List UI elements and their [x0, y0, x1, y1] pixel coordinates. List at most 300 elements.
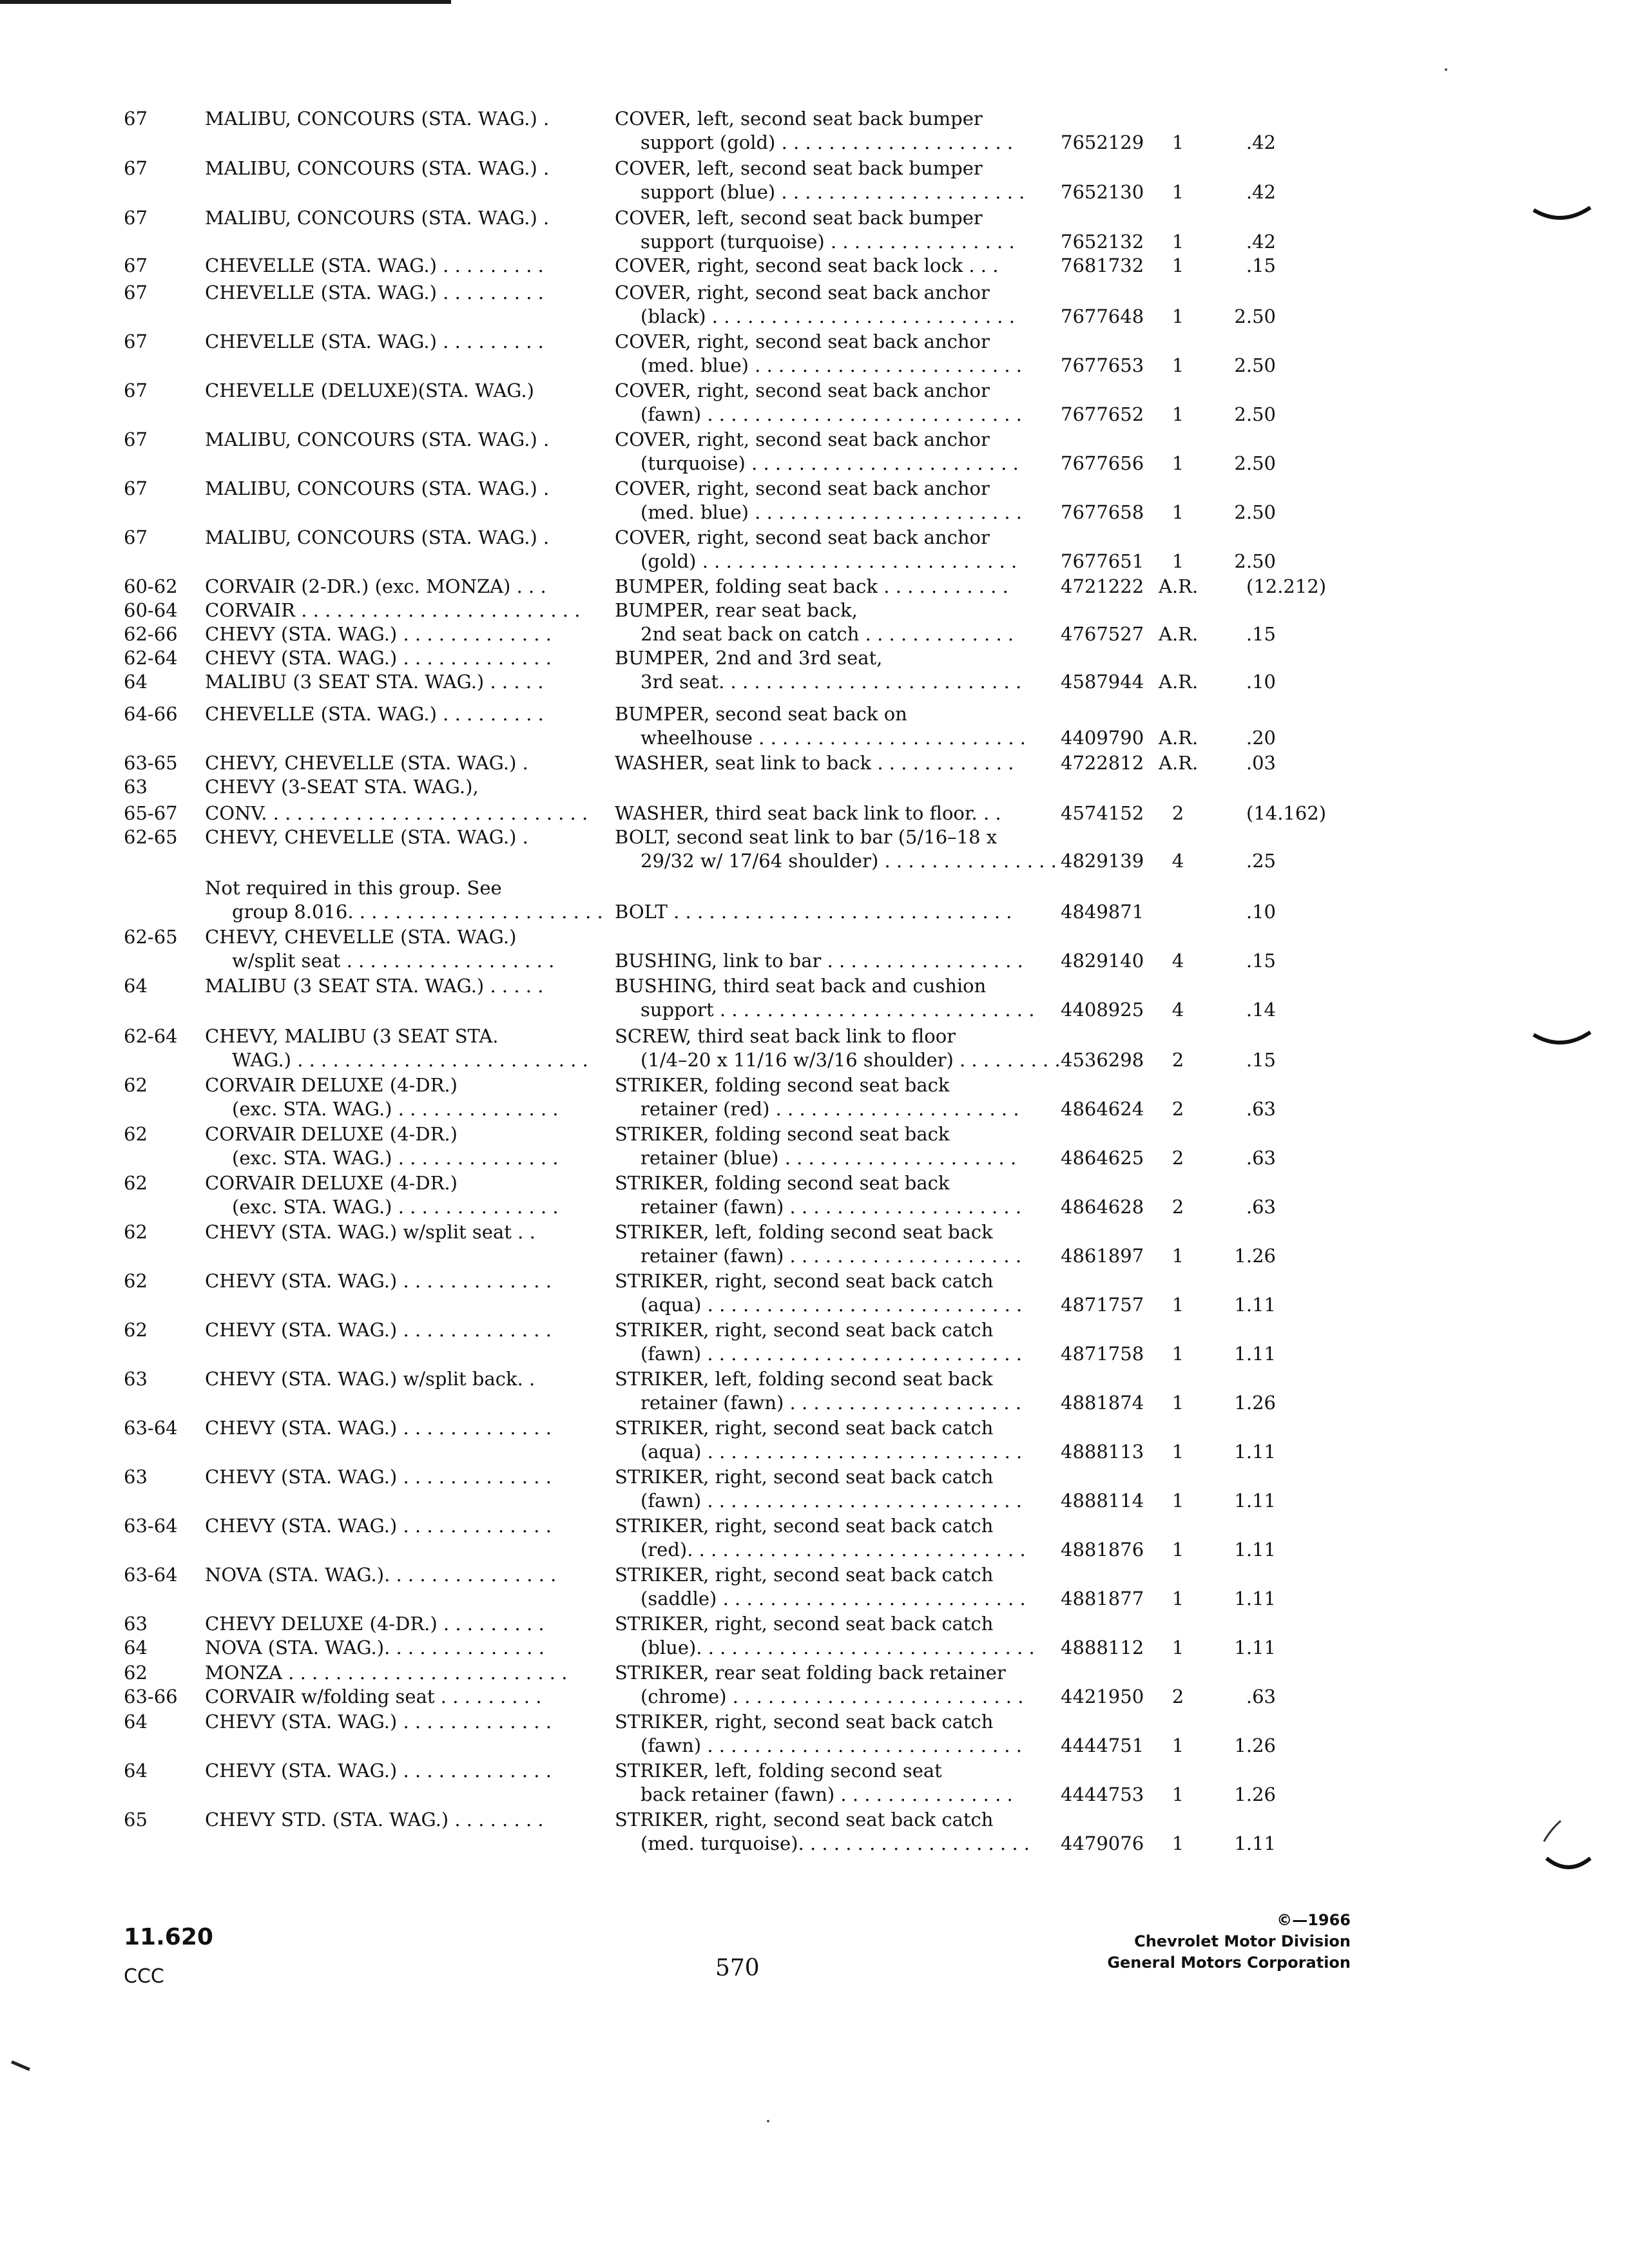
- part-number: 4864628: [1061, 1196, 1144, 1218]
- part-number: 4721222: [1061, 575, 1144, 597]
- model: CORVAIR . . . . . . . . . . . . . . . . . . . . . . . .: [205, 599, 581, 621]
- description: STRIKER, folding second seat back: [615, 1123, 950, 1145]
- model: CHEVY (STA. WAG.) . . . . . . . . . . . . .: [205, 1270, 552, 1292]
- quantity: 1: [1171, 255, 1184, 276]
- description: STRIKER, right, second seat back catch: [615, 1466, 994, 1488]
- model: CHEVY (STA. WAG.) . . . . . . . . . . . . .: [205, 1319, 552, 1341]
- price: 1.11: [1234, 1441, 1276, 1463]
- model: MALIBU, CONCOURS (STA. WAG.) .: [205, 477, 550, 499]
- price: (12.212): [1246, 575, 1327, 597]
- year: 67: [124, 331, 148, 352]
- description-continued: retainer (red) . . . . . . . . . . . . . . . . . . . . .: [641, 1098, 1019, 1120]
- price: 1.26: [1234, 1392, 1276, 1414]
- description: STRIKER, folding second seat back: [615, 1172, 950, 1194]
- description: STRIKER, left, folding second seat back: [615, 1221, 993, 1243]
- part-row: [0, 925, 1629, 977]
- price: .03: [1246, 752, 1276, 774]
- price: .15: [1246, 255, 1276, 276]
- part-number: 4881876: [1061, 1539, 1144, 1561]
- quantity: 1: [1171, 1832, 1184, 1854]
- model: CHEVELLE (STA. WAG.) . . . . . . . . .: [205, 331, 544, 352]
- price: 1.11: [1234, 1539, 1276, 1561]
- description: STRIKER, left, folding second seat: [615, 1760, 942, 1782]
- price: .63: [1246, 1098, 1276, 1120]
- quantity: 1: [1171, 452, 1184, 474]
- model: CHEVY (STA. WAG.) . . . . . . . . . . . . .: [205, 1515, 552, 1537]
- model: CHEVELLE (DELUXE)(STA. WAG.): [205, 380, 534, 401]
- quantity: 1: [1171, 1245, 1184, 1267]
- section-number: 11.620: [124, 1924, 213, 1950]
- price: 1.11: [1234, 1588, 1276, 1610]
- description: STRIKER, right, second seat back catch: [615, 1515, 994, 1537]
- year: 63-65: [124, 752, 178, 774]
- part-number: 7677653: [1061, 354, 1144, 376]
- part-number: 4536298: [1061, 1049, 1144, 1071]
- page-number: 570: [715, 1955, 760, 1981]
- scan-mark-5: [10, 2059, 34, 2072]
- part-number: 4864624: [1061, 1098, 1144, 1120]
- quantity: 2: [1171, 1147, 1184, 1169]
- price: .20: [1246, 727, 1276, 749]
- part-number: 4722812: [1061, 752, 1144, 774]
- description: COVER, right, second seat back anchor: [615, 331, 990, 352]
- part-row: [0, 1808, 1629, 1860]
- description: STRIKER, right, second seat back catch: [615, 1564, 994, 1586]
- price: .63: [1246, 1686, 1276, 1707]
- description: SCREW, third seat back link to floor: [615, 1025, 956, 1047]
- model: CHEVY (STA. WAG.) w/split back. .: [205, 1368, 535, 1390]
- model: CHEVY, CHEVELLE (STA. WAG.) .: [205, 752, 528, 774]
- quantity: 1: [1171, 354, 1184, 376]
- part-number: 4864625: [1061, 1147, 1144, 1169]
- quantity: 1: [1171, 1343, 1184, 1365]
- price: 2.50: [1234, 354, 1276, 376]
- description-continued: 29/32 w/ 17/64 shoulder) . . . . . . . . . . . . . . .: [641, 850, 1057, 872]
- description: STRIKER, right, second seat back catch: [615, 1809, 994, 1831]
- model-continued: group 8.016. . . . . . . . . . . . . . . . . . . . . .: [232, 901, 603, 923]
- part-row: [0, 1416, 1629, 1468]
- part-row: [0, 379, 1629, 430]
- price: 2.50: [1234, 305, 1276, 327]
- price: .25: [1246, 850, 1276, 872]
- price: .15: [1246, 950, 1276, 972]
- description: BUSHING, link to bar . . . . . . . . . . . . . . . . .: [615, 950, 1023, 972]
- model: CHEVY (STA. WAG.) . . . . . . . . . . . . .: [205, 1760, 552, 1782]
- year: 62: [124, 1319, 148, 1341]
- model: CHEVY (3-SEAT STA. WAG.),: [205, 776, 479, 798]
- year: 63: [124, 776, 148, 798]
- part-number: 4881874: [1061, 1392, 1144, 1414]
- part-row: [0, 1367, 1629, 1419]
- year: 62-64: [124, 1025, 178, 1047]
- description: COVER, left, second seat back bumper: [615, 108, 983, 130]
- description: COVER, right, second seat back anchor: [615, 477, 990, 499]
- year: 63: [124, 1368, 148, 1390]
- price: 1.11: [1234, 1343, 1276, 1365]
- part-number: 4829140: [1061, 950, 1144, 972]
- part-row: [0, 1514, 1629, 1566]
- year: 62: [124, 1662, 148, 1684]
- description: BUSHING, third seat back and cushion: [615, 975, 987, 997]
- part-row: [0, 428, 1629, 479]
- quantity: 1: [1171, 1441, 1184, 1463]
- year: 63-64: [124, 1417, 178, 1439]
- year: 67: [124, 380, 148, 401]
- year: 62-66: [124, 623, 178, 645]
- model: CHEVELLE (STA. WAG.) . . . . . . . . .: [205, 255, 544, 276]
- part-number: 7677651: [1061, 550, 1144, 572]
- year: 64: [124, 1637, 148, 1658]
- price: .63: [1246, 1147, 1276, 1169]
- part-row: [0, 1710, 1629, 1762]
- price: 1.11: [1234, 1294, 1276, 1316]
- model: CHEVY, MALIBU (3 SEAT STA.: [205, 1025, 499, 1047]
- part-number: 7681732: [1061, 255, 1144, 276]
- part-number: 4861897: [1061, 1245, 1144, 1267]
- description: BUMPER, 2nd and 3rd seat,: [615, 647, 883, 669]
- part-row: [0, 526, 1629, 577]
- quantity: 1: [1171, 1490, 1184, 1512]
- part-number: 7677648: [1061, 305, 1144, 327]
- description-continued: (gold) . . . . . . . . . . . . . . . . . . . . . . . . . . .: [641, 550, 1017, 572]
- model: CHEVY, CHEVELLE (STA. WAG.) .: [205, 826, 528, 848]
- year: 65: [124, 1809, 148, 1831]
- model: NOVA (STA. WAG.). . . . . . . . . . . . . .: [205, 1637, 545, 1658]
- description: COVER, left, second seat back bumper: [615, 157, 983, 179]
- model: CHEVELLE (STA. WAG.) . . . . . . . . .: [205, 703, 544, 725]
- year: 67: [124, 282, 148, 303]
- part-number: 4444753: [1061, 1783, 1144, 1805]
- copyright: ©—1966: [1277, 1911, 1351, 1929]
- part-number: 4849871: [1061, 901, 1144, 923]
- year: 64: [124, 975, 148, 997]
- part-row: [0, 1465, 1629, 1517]
- year: 62: [124, 1270, 148, 1292]
- year: 63-64: [124, 1564, 178, 1586]
- description: 2nd seat back on catch . . . . . . . . . . . . .: [641, 623, 1014, 645]
- description: BOLT, second seat link to bar (5/16–18 x: [615, 826, 998, 848]
- part-number: 4574152: [1061, 802, 1144, 824]
- year: 63-64: [124, 1515, 178, 1537]
- price: .63: [1246, 1196, 1276, 1218]
- division-name: Chevrolet Motor Division: [1134, 1932, 1351, 1950]
- quantity: 1: [1171, 1392, 1184, 1414]
- description-continued: (fawn) . . . . . . . . . . . . . . . . . . . . . . . . . . .: [641, 1343, 1022, 1365]
- description-continued: (aqua) . . . . . . . . . . . . . . . . . . . . . . . . . . .: [641, 1294, 1023, 1316]
- price: 2.50: [1234, 550, 1276, 572]
- year: 67: [124, 428, 148, 450]
- part-number: 4421950: [1061, 1686, 1144, 1707]
- description-continued: retainer (fawn) . . . . . . . . . . . . . . . . . . . .: [641, 1245, 1022, 1267]
- description: STRIKER, left, folding second seat back: [615, 1368, 993, 1390]
- description: COVER, right, second seat back anchor: [615, 380, 990, 401]
- quantity: 1: [1171, 1637, 1184, 1658]
- model-continued: (exc. STA. WAG.) . . . . . . . . . . . . . .: [232, 1196, 559, 1218]
- part-number: 4479076: [1061, 1832, 1144, 1854]
- year: 63-66: [124, 1686, 178, 1707]
- price: .42: [1246, 181, 1276, 203]
- model-continued: w/split seat . . . . . . . . . . . . . . . . . .: [232, 950, 555, 972]
- description: STRIKER, right, second seat back catch: [615, 1711, 994, 1733]
- model-continued: (exc. STA. WAG.) . . . . . . . . . . . . . .: [232, 1147, 559, 1169]
- part-number: 4409790: [1061, 727, 1144, 749]
- price: .14: [1246, 999, 1276, 1021]
- page-footer: [0, 1907, 1629, 2010]
- description-continued: (1/4–20 x 11/16 w/3/16 shoulder) . . . . . . . . .: [641, 1049, 1061, 1071]
- description-continued: retainer (fawn) . . . . . . . . . . . . . . . . . . . .: [641, 1196, 1022, 1218]
- quantity: A.R.: [1159, 752, 1199, 774]
- quantity: 1: [1171, 1588, 1184, 1610]
- year: 67: [124, 255, 148, 276]
- description-continued: (med. blue) . . . . . . . . . . . . . . . . . . . . . . .: [641, 354, 1023, 376]
- description: STRIKER, right, second seat back catch: [615, 1319, 994, 1341]
- price: 1.11: [1234, 1637, 1276, 1658]
- price: 1.11: [1234, 1490, 1276, 1512]
- description-continued: (black) . . . . . . . . . . . . . . . . . . . . . . . . . .: [641, 305, 1015, 327]
- publisher-block: [1107, 1910, 1351, 1974]
- price: 1.11: [1234, 1832, 1276, 1854]
- model: CHEVY (STA. WAG.) . . . . . . . . . . . . .: [205, 1711, 552, 1733]
- description: STRIKER, right, second seat back catch: [615, 1417, 994, 1439]
- quantity: A.R.: [1159, 671, 1199, 693]
- part-number: 7652132: [1061, 231, 1144, 253]
- description: BUMPER, folding seat back . . . . . . . . . . .: [615, 575, 1008, 597]
- model: CHEVY DELUXE (4-DR.) . . . . . . . . .: [205, 1613, 545, 1635]
- model: MALIBU, CONCOURS (STA. WAG.) .: [205, 108, 550, 130]
- price: 1.26: [1234, 1735, 1276, 1756]
- part-row: [0, 281, 1629, 332]
- part-row: [0, 1759, 1629, 1811]
- part-number: 4829139: [1061, 850, 1144, 872]
- year: 65-67: [124, 802, 178, 824]
- quantity: 2: [1171, 1196, 1184, 1218]
- description-continued: (turquoise) . . . . . . . . . . . . . . . . . . . . . . .: [641, 452, 1019, 474]
- part-row: [0, 1220, 1629, 1272]
- price: .42: [1246, 131, 1276, 153]
- model: CONV. . . . . . . . . . . . . . . . . . . . . . . . . . . .: [205, 802, 588, 824]
- quantity: A.R.: [1159, 575, 1199, 597]
- quantity: 1: [1171, 131, 1184, 153]
- part-number: 4881877: [1061, 1588, 1144, 1610]
- description: COVER, right, second seat back lock . . .: [615, 255, 999, 276]
- corporation-name: General Motors Corporation: [1107, 1954, 1351, 1972]
- year: 67: [124, 157, 148, 179]
- description-continued: support . . . . . . . . . . . . . . . . . . . . . . . . . . .: [641, 999, 1035, 1021]
- part-row: [0, 1563, 1629, 1615]
- catalog-code: CCC: [124, 1965, 164, 1988]
- price: .42: [1246, 231, 1276, 253]
- year: 62-65: [124, 926, 178, 948]
- model: CORVAIR DELUXE (4-DR.): [205, 1123, 458, 1145]
- quantity: 1: [1171, 403, 1184, 425]
- model: CORVAIR DELUXE (4-DR.): [205, 1074, 458, 1096]
- description: COVER, right, second seat back anchor: [615, 526, 990, 548]
- model: CORVAIR w/folding seat . . . . . . . . .: [205, 1686, 542, 1707]
- price: 2.50: [1234, 501, 1276, 523]
- part-row: [0, 477, 1629, 528]
- year: 62-65: [124, 826, 178, 848]
- model: MALIBU, CONCOURS (STA. WAG.) .: [205, 207, 550, 229]
- model: MONZA . . . . . . . . . . . . . . . . . . . . . . . .: [205, 1662, 568, 1684]
- year: 63: [124, 1466, 148, 1488]
- description: WASHER, third seat back link to floor. . .: [615, 802, 1001, 824]
- price: 2.50: [1234, 403, 1276, 425]
- model: MALIBU, CONCOURS (STA. WAG.) .: [205, 428, 550, 450]
- year: 64: [124, 1711, 148, 1733]
- description-continued: (med. turquoise). . . . . . . . . . . . . . . . . . . .: [641, 1832, 1030, 1854]
- description-continued: retainer (blue) . . . . . . . . . . . . . . . . . . . .: [641, 1147, 1017, 1169]
- model: NOVA (STA. WAG.). . . . . . . . . . . . . . .: [205, 1564, 557, 1586]
- model: CHEVY (STA. WAG.) . . . . . . . . . . . . .: [205, 1466, 552, 1488]
- quantity: 1: [1171, 501, 1184, 523]
- part-row: [0, 1269, 1629, 1321]
- description-continued: support (blue) . . . . . . . . . . . . . . . . . . . . .: [641, 181, 1025, 203]
- quantity: 4: [1171, 850, 1184, 872]
- quantity: A.R.: [1159, 727, 1199, 749]
- part-row: [0, 974, 1629, 1026]
- quantity: 1: [1171, 1735, 1184, 1756]
- part-number: 4871758: [1061, 1343, 1144, 1365]
- price: 1.26: [1234, 1245, 1276, 1267]
- description-continued: (fawn) . . . . . . . . . . . . . . . . . . . . . . . . . . .: [641, 403, 1022, 425]
- description: COVER, right, second seat back anchor: [615, 282, 990, 303]
- part-number: 7677656: [1061, 452, 1144, 474]
- price: .10: [1246, 671, 1276, 693]
- part-row: [0, 157, 1629, 208]
- part-row: [0, 107, 1629, 159]
- year: 62: [124, 1123, 148, 1145]
- price: .15: [1246, 1049, 1276, 1071]
- model: MALIBU, CONCOURS (STA. WAG.) .: [205, 157, 550, 179]
- part-number: 7652129: [1061, 131, 1144, 153]
- part-number: 4767527: [1061, 623, 1144, 645]
- price: .15: [1246, 623, 1276, 645]
- part-row: [0, 206, 1629, 258]
- part-row: [0, 702, 1629, 754]
- part-number: 4408925: [1061, 999, 1144, 1021]
- part-row: [0, 1024, 1629, 1076]
- quantity: 2: [1171, 802, 1184, 824]
- description: 3rd seat. . . . . . . . . . . . . . . . . . . . . . . . . .: [641, 671, 1022, 693]
- model: MALIBU (3 SEAT STA. WAG.) . . . . .: [205, 975, 544, 997]
- description-continued: (fawn) . . . . . . . . . . . . . . . . . . . . . . . . . . .: [641, 1490, 1022, 1512]
- year: 62: [124, 1074, 148, 1096]
- part-row: [0, 825, 1629, 877]
- description: COVER, left, second seat back bumper: [615, 207, 983, 229]
- year: 67: [124, 207, 148, 229]
- price: .10: [1246, 901, 1276, 923]
- model: CHEVY (STA. WAG.) . . . . . . . . . . . . .: [205, 647, 552, 669]
- model: MALIBU, CONCOURS (STA. WAG.) .: [205, 526, 550, 548]
- description: (chrome) . . . . . . . . . . . . . . . . . . . . . . . . .: [641, 1686, 1024, 1707]
- model: CHEVY, CHEVELLE (STA. WAG.): [205, 926, 517, 948]
- year: 60-64: [124, 599, 178, 621]
- description-continued: (med. blue) . . . . . . . . . . . . . . . . . . . . . . .: [641, 501, 1023, 523]
- quantity: 1: [1171, 1539, 1184, 1561]
- quantity: 1: [1171, 305, 1184, 327]
- quantity: A.R.: [1159, 623, 1199, 645]
- description: COVER, right, second seat back anchor: [615, 428, 990, 450]
- part-number: 7677652: [1061, 403, 1144, 425]
- part-number: 7652130: [1061, 181, 1144, 203]
- description-continued: retainer (fawn) . . . . . . . . . . . . . . . . . . . .: [641, 1392, 1022, 1414]
- year: 64-66: [124, 703, 178, 725]
- model: MALIBU (3 SEAT STA. WAG.) . . . . .: [205, 671, 544, 693]
- description-continued: wheelhouse . . . . . . . . . . . . . . . . . . . . . . .: [641, 727, 1026, 749]
- part-number: 4871757: [1061, 1294, 1144, 1316]
- part-number: 4888114: [1061, 1490, 1144, 1512]
- year: 64: [124, 1760, 148, 1782]
- year: 62: [124, 1172, 148, 1194]
- year: 60-62: [124, 575, 178, 597]
- description-continued: support (turquoise) . . . . . . . . . . . . . . . .: [641, 231, 1015, 253]
- quantity: 1: [1171, 231, 1184, 253]
- price: 2.50: [1234, 452, 1276, 474]
- quantity: 4: [1171, 950, 1184, 972]
- part-number: 4444751: [1061, 1735, 1144, 1756]
- quantity: 2: [1171, 1686, 1184, 1707]
- description-continued: (fawn) . . . . . . . . . . . . . . . . . . . . . . . . . . .: [641, 1735, 1022, 1756]
- description-continued: support (gold) . . . . . . . . . . . . . . . . . . . .: [641, 131, 1014, 153]
- description: STRIKER, rear seat folding back retainer: [615, 1662, 1006, 1684]
- description-continued: (saddle) . . . . . . . . . . . . . . . . . . . . . . . . . .: [641, 1588, 1026, 1610]
- description-continued: (aqua) . . . . . . . . . . . . . . . . . . . . . . . . . . .: [641, 1441, 1023, 1463]
- description: BOLT . . . . . . . . . . . . . . . . . . . . . . . . . . . . .: [615, 901, 1012, 923]
- description: BUMPER, second seat back on: [615, 703, 907, 725]
- year: 67: [124, 526, 148, 548]
- description: (blue). . . . . . . . . . . . . . . . . . . . . . . . . . . . .: [641, 1637, 1035, 1658]
- quantity: 4: [1171, 999, 1184, 1021]
- description: STRIKER, folding second seat back: [615, 1074, 950, 1096]
- description: STRIKER, right, second seat back catch: [615, 1613, 994, 1635]
- part-row: [0, 330, 1629, 381]
- year: 67: [124, 108, 148, 130]
- part-row: [0, 1073, 1629, 1125]
- description-continued: back retainer (fawn) . . . . . . . . . . . . . . .: [641, 1783, 1013, 1805]
- part-row: [0, 1318, 1629, 1370]
- part-row: [0, 1171, 1629, 1223]
- description: WASHER, seat link to back . . . . . . . . . . . .: [615, 752, 1014, 774]
- quantity: 2: [1171, 1098, 1184, 1120]
- model: CHEVY (STA. WAG.) w/split seat . .: [205, 1221, 535, 1243]
- model: CORVAIR (2-DR.) (exc. MONZA) . . .: [205, 575, 546, 597]
- model: CHEVELLE (STA. WAG.) . . . . . . . . .: [205, 282, 544, 303]
- description: STRIKER, right, second seat back catch: [615, 1270, 994, 1292]
- year: 64: [124, 671, 148, 693]
- year: 62-64: [124, 647, 178, 669]
- price: 1.26: [1234, 1783, 1276, 1805]
- description: BUMPER, rear seat back,: [615, 599, 858, 621]
- quantity: 1: [1171, 1783, 1184, 1805]
- price: (14.162): [1246, 802, 1327, 824]
- quantity: 1: [1171, 181, 1184, 203]
- part-number: 4587944: [1061, 671, 1144, 693]
- model: CHEVY (STA. WAG.) . . . . . . . . . . . . .: [205, 1417, 552, 1439]
- part-number: 7677658: [1061, 501, 1144, 523]
- part-row: [0, 876, 1629, 928]
- model: CORVAIR DELUXE (4-DR.): [205, 1172, 458, 1194]
- quantity: 2: [1171, 1049, 1184, 1071]
- quantity: 1: [1171, 1294, 1184, 1316]
- part-row: [0, 1122, 1629, 1174]
- model: CHEVY (STA. WAG.) . . . . . . . . . . . . .: [205, 623, 552, 645]
- description-continued: (red). . . . . . . . . . . . . . . . . . . . . . . . . . . . .: [641, 1539, 1026, 1561]
- model: CHEVY STD. (STA. WAG.) . . . . . . . .: [205, 1809, 544, 1831]
- year: 62: [124, 1221, 148, 1243]
- quantity: 1: [1171, 550, 1184, 572]
- model: Not required in this group. See: [205, 877, 502, 899]
- model-continued: WAG.) . . . . . . . . . . . . . . . . . . . . . . . . .: [232, 1049, 588, 1071]
